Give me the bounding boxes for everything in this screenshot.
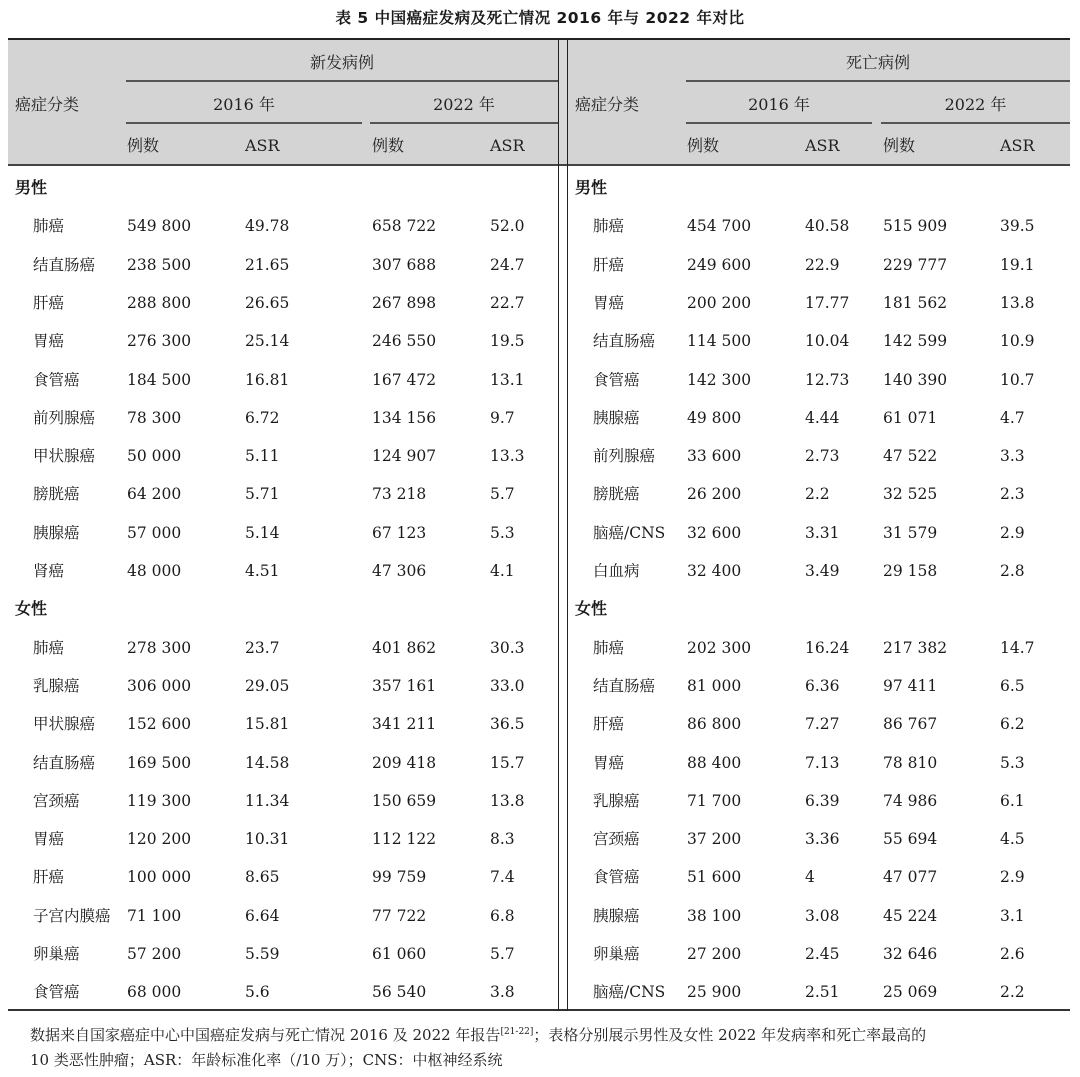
cancer-name: 卵巢癌 — [593, 945, 640, 963]
cases-2016: 51 600 — [687, 868, 742, 887]
cases-2016: 152 600 — [127, 715, 192, 734]
cancer-name: 食管癌 — [33, 983, 80, 1002]
asr-2016: 2.51 — [805, 983, 840, 1002]
asr-2016: 6.39 — [805, 791, 840, 810]
asr-2016: 25.14 — [245, 332, 290, 351]
cases-2016: 27 200 — [687, 945, 742, 963]
header-year-2022-left: 2022 年 — [433, 95, 495, 114]
asr-2016: 2.2 — [805, 485, 830, 504]
cases-2016: 202 300 — [687, 638, 752, 657]
cases-2022: 181 562 — [883, 293, 948, 312]
cases-2022: 77 722 — [372, 906, 427, 925]
asr-2016: 16.81 — [245, 370, 290, 389]
cases-2022: 401 862 — [372, 638, 437, 657]
cases-2022: 267 898 — [372, 293, 437, 312]
cases-2022: 246 550 — [372, 332, 437, 351]
cases-2016: 278 300 — [127, 638, 192, 657]
cases-2022: 56 540 — [372, 983, 427, 1002]
asr-2016: 22.9 — [805, 255, 840, 274]
cases-2016: 37 200 — [687, 830, 742, 849]
cancer-name: 胃癌 — [33, 332, 65, 351]
asr-2016: 23.7 — [245, 638, 280, 657]
asr-2022: 39.5 — [1000, 217, 1035, 236]
asr-2016: 10.31 — [245, 830, 290, 849]
cancer-name: 结直肠癌 — [593, 676, 656, 695]
header-year-2016-left: 2016 年 — [213, 95, 275, 114]
asr-2022: 6.1 — [1000, 791, 1025, 810]
asr-2016: 5.6 — [245, 983, 270, 1002]
asr-2016: 4 — [805, 868, 815, 887]
header-group-incidence: 新发病例 — [309, 53, 374, 72]
cases-2022: 112 122 — [372, 830, 437, 849]
cases-2022: 134 156 — [372, 408, 437, 427]
cases-2022: 73 218 — [372, 485, 427, 504]
asr-2016: 6.72 — [245, 408, 280, 427]
cancer-name: 甲状腺癌 — [33, 715, 96, 734]
header-subcol-asr: ASR — [1000, 136, 1035, 155]
asr-2016: 7.13 — [805, 753, 840, 772]
asr-2016: 2.73 — [805, 447, 840, 466]
cases-2022: 61 071 — [883, 408, 938, 427]
cases-2016: 33 600 — [687, 447, 742, 466]
cases-2016: 184 500 — [127, 370, 192, 389]
cancer-name: 前列腺癌 — [593, 447, 656, 466]
header-year-2016-right: 2016 年 — [748, 95, 810, 114]
cases-2022: 45 224 — [883, 906, 938, 925]
section-female: 女性 — [575, 599, 608, 619]
asr-2016: 3.08 — [805, 906, 840, 925]
divider-line-2 — [567, 38, 568, 1011]
header-subcol-asr: ASR — [805, 136, 840, 155]
cases-2022: 99 759 — [372, 868, 427, 887]
cancer-name: 子宫内膜癌 — [33, 906, 111, 925]
header-subcol-asr: ASR — [490, 136, 525, 155]
cancer-name: 胃癌 — [33, 830, 65, 849]
cases-2022: 32 646 — [883, 945, 938, 963]
header-rule-2016-right — [686, 122, 872, 124]
asr-2022: 4.7 — [1000, 408, 1025, 427]
cases-2016: 81 000 — [687, 676, 742, 695]
header-bottom-rule — [8, 164, 1070, 166]
cases-2022: 97 411 — [883, 676, 938, 695]
asr-2022: 2.2 — [1000, 983, 1025, 1002]
cases-2022: 47 306 — [372, 562, 427, 580]
cases-2022: 78 810 — [883, 753, 938, 772]
cancer-name: 结直肠癌 — [33, 753, 96, 772]
asr-2022: 9.7 — [490, 408, 515, 427]
asr-2022: 3.1 — [1000, 906, 1025, 925]
bottom-rule — [8, 1009, 1070, 1011]
cases-2022: 142 599 — [883, 332, 948, 351]
cases-2022: 357 161 — [372, 676, 437, 695]
asr-2016: 40.58 — [805, 217, 850, 236]
asr-2016: 3.36 — [805, 830, 840, 849]
cases-2016: 50 000 — [127, 447, 182, 466]
cases-2022: 25 069 — [883, 983, 938, 1002]
cases-2022: 341 211 — [372, 715, 437, 734]
cases-2016: 249 600 — [687, 255, 752, 274]
asr-2022: 2.9 — [1000, 523, 1025, 542]
asr-2016: 3.49 — [805, 562, 840, 580]
header-rule-group-right — [686, 80, 1070, 82]
asr-2022: 33.0 — [490, 676, 525, 695]
asr-2022: 13.3 — [490, 447, 525, 466]
cases-2016: 88 400 — [687, 753, 742, 772]
divider-line-1 — [558, 38, 559, 1011]
asr-2022: 2.3 — [1000, 485, 1025, 504]
asr-2022: 13.1 — [490, 370, 525, 389]
cancer-name: 肺癌 — [33, 217, 65, 236]
asr-2022: 13.8 — [1000, 293, 1035, 312]
cases-2016: 238 500 — [127, 255, 192, 274]
cases-2016: 71 100 — [127, 906, 182, 925]
cancer-name: 胃癌 — [593, 753, 625, 772]
cases-2016: 32 400 — [687, 562, 742, 580]
cancer-name: 甲状腺癌 — [33, 447, 96, 466]
header-group-mortality: 死亡病例 — [845, 53, 910, 72]
cases-2016: 100 000 — [127, 868, 192, 887]
asr-2016: 5.71 — [245, 485, 280, 504]
cases-2016: 71 700 — [687, 791, 742, 810]
section-male: 男性 — [575, 178, 608, 197]
cases-2016: 78 300 — [127, 408, 182, 427]
cases-2016: 169 500 — [127, 753, 192, 772]
cancer-name: 食管癌 — [593, 370, 640, 389]
cases-2022: 47 522 — [883, 447, 938, 466]
cancer-name: 乳腺癌 — [33, 676, 80, 695]
asr-2022: 3.8 — [490, 983, 515, 1002]
asr-2016: 10.04 — [805, 332, 850, 351]
asr-2016: 21.65 — [245, 255, 290, 274]
cancer-name: 脑癌/CNS — [593, 523, 666, 542]
cases-2022: 140 390 — [883, 370, 948, 389]
top-rule — [8, 38, 1070, 40]
asr-2022: 10.7 — [1000, 370, 1035, 389]
cases-2016: 276 300 — [127, 332, 192, 351]
cases-2016: 86 800 — [687, 715, 742, 734]
cancer-name: 膀胱癌 — [33, 485, 80, 504]
asr-2022: 30.3 — [490, 638, 525, 657]
asr-2016: 49.78 — [245, 217, 290, 236]
asr-2022: 2.9 — [1000, 868, 1025, 887]
cases-2022: 515 909 — [883, 217, 948, 236]
cancer-name: 肝癌 — [33, 868, 65, 887]
footnote-text: ；表格分别展示男性及女性 2022 年发病率和死亡率最高的 — [533, 1026, 927, 1044]
footnote-text: 数据来自国家癌症中心中国癌症发病与死亡情况 2016 及 2022 年报告 — [30, 1026, 501, 1044]
cases-2022: 307 688 — [372, 255, 437, 274]
asr-2022: 2.6 — [1000, 945, 1025, 963]
header-category-right: 癌症分类 — [575, 95, 640, 114]
cases-2022: 61 060 — [372, 945, 427, 963]
cases-2022: 47 077 — [883, 868, 938, 887]
cancer-name: 肝癌 — [593, 715, 625, 734]
asr-2022: 4.5 — [1000, 830, 1025, 849]
cancer-name: 乳腺癌 — [593, 791, 640, 810]
asr-2022: 5.7 — [490, 485, 515, 504]
asr-2022: 19.5 — [490, 332, 525, 351]
cases-2016: 49 800 — [687, 408, 742, 427]
asr-2022: 19.1 — [1000, 255, 1035, 274]
cases-2016: 48 000 — [127, 562, 182, 580]
cases-2016: 57 000 — [127, 523, 182, 542]
header-subcol-count: 例数 — [127, 136, 160, 155]
asr-2016: 4.44 — [805, 408, 840, 427]
asr-2016: 8.65 — [245, 868, 280, 887]
cancer-name: 宫颈癌 — [33, 791, 80, 810]
asr-2022: 3.3 — [1000, 447, 1025, 466]
asr-2022: 5.7 — [490, 945, 515, 963]
cases-2016: 32 600 — [687, 523, 742, 542]
cancer-name: 肺癌 — [593, 638, 625, 657]
cases-2022: 658 722 — [372, 217, 437, 236]
cases-2016: 25 900 — [687, 983, 742, 1002]
asr-2022: 52.0 — [490, 217, 525, 236]
cancer-name: 膀胱癌 — [593, 485, 640, 504]
asr-2022: 6.8 — [490, 906, 515, 925]
asr-2022: 14.7 — [1000, 638, 1035, 657]
cases-2022: 55 694 — [883, 830, 938, 849]
asr-2016: 5.11 — [245, 447, 280, 466]
cancer-name: 脑癌/CNS — [593, 983, 666, 1002]
asr-2016: 6.64 — [245, 906, 280, 925]
table-title: 表 5 中国癌症发病及死亡情况 2016 年与 2022 年对比 — [335, 9, 745, 27]
asr-2022: 36.5 — [490, 715, 525, 734]
cancer-name: 肝癌 — [33, 293, 65, 312]
asr-2016: 2.45 — [805, 945, 840, 963]
header-subcol-count: 例数 — [372, 136, 405, 155]
cases-2022: 150 659 — [372, 791, 437, 810]
cases-2016: 454 700 — [687, 217, 752, 236]
asr-2016: 16.24 — [805, 638, 850, 657]
cases-2016: 68 000 — [127, 983, 182, 1002]
cases-2022: 31 579 — [883, 523, 938, 542]
cancer-name: 胰腺癌 — [593, 408, 640, 427]
asr-2022: 5.3 — [1000, 753, 1025, 772]
header-subcol-asr: ASR — [245, 136, 280, 155]
header-rule-2016-left — [126, 122, 362, 124]
asr-2022: 22.7 — [490, 293, 525, 312]
cases-2016: 57 200 — [127, 945, 182, 963]
cases-2022: 229 777 — [883, 255, 948, 274]
cancer-name: 食管癌 — [33, 370, 80, 389]
asr-2016: 17.77 — [805, 293, 850, 312]
asr-2022: 10.9 — [1000, 332, 1035, 351]
asr-2016: 29.05 — [245, 676, 290, 695]
cancer-name: 食管癌 — [593, 868, 640, 887]
cases-2016: 200 200 — [687, 293, 752, 312]
cases-2016: 306 000 — [127, 676, 192, 695]
cases-2022: 86 767 — [883, 715, 938, 734]
header-rule-2022-left — [370, 122, 558, 124]
header-rule-group-left — [126, 80, 558, 82]
cancer-name: 胃癌 — [593, 293, 625, 312]
cases-2022: 124 907 — [372, 447, 437, 466]
asr-2016: 11.34 — [245, 791, 290, 810]
cases-2022: 167 472 — [372, 370, 437, 389]
cancer-name: 肝癌 — [593, 255, 625, 274]
asr-2022: 24.7 — [490, 255, 525, 274]
header-background-divider — [559, 40, 567, 165]
cancer-name: 结直肠癌 — [593, 332, 656, 351]
cases-2022: 74 986 — [883, 791, 938, 810]
footnote-line-1 — [30, 1023, 926, 1047]
asr-2016: 15.81 — [245, 715, 290, 734]
asr-2016: 7.27 — [805, 715, 840, 734]
asr-2016: 3.31 — [805, 523, 840, 542]
cases-2016: 120 200 — [127, 830, 192, 849]
cases-2016: 119 300 — [127, 791, 192, 810]
footnote-line-2: 10 类恶性肿瘤；ASR：年龄标准化率（/10 万）；CNS：中枢神经系统 — [30, 1051, 503, 1069]
cancer-name: 结直肠癌 — [33, 255, 96, 274]
cases-2016: 549 800 — [127, 217, 192, 236]
asr-2022: 13.8 — [490, 791, 525, 810]
asr-2016: 5.59 — [245, 945, 280, 963]
asr-2022: 2.8 — [1000, 562, 1025, 580]
cancer-name: 宫颈癌 — [593, 830, 640, 849]
cases-2016: 142 300 — [687, 370, 752, 389]
cases-2022: 32 525 — [883, 485, 938, 504]
cases-2022: 67 123 — [372, 523, 427, 542]
footnote-reference: [21-22] — [500, 1027, 534, 1037]
cancer-name: 胰腺癌 — [33, 523, 80, 542]
header-category-left: 癌症分类 — [15, 95, 80, 114]
cases-2022: 217 382 — [883, 638, 948, 657]
asr-2016: 5.14 — [245, 523, 280, 542]
cancer-name: 胰腺癌 — [593, 906, 640, 925]
asr-2022: 6.5 — [1000, 676, 1025, 695]
cases-2016: 38 100 — [687, 906, 742, 925]
asr-2016: 6.36 — [805, 676, 840, 695]
header-subcol-count: 例数 — [687, 136, 720, 155]
cancer-name: 肺癌 — [593, 217, 625, 236]
asr-2016: 4.51 — [245, 562, 280, 580]
section-male: 男性 — [15, 178, 48, 197]
cancer-name: 白血病 — [593, 562, 640, 580]
cases-2016: 288 800 — [127, 293, 192, 312]
asr-2016: 26.65 — [245, 293, 290, 312]
asr-2022: 15.7 — [490, 753, 525, 772]
cancer-name: 前列腺癌 — [33, 408, 96, 427]
cancer-name: 肺癌 — [33, 638, 65, 657]
asr-2016: 12.73 — [805, 370, 850, 389]
header-subcol-count: 例数 — [883, 136, 916, 155]
cases-2016: 114 500 — [687, 332, 752, 351]
asr-2022: 4.1 — [490, 562, 515, 580]
asr-2022: 7.4 — [490, 868, 515, 887]
cancer-name: 卵巢癌 — [33, 945, 80, 963]
cases-2016: 26 200 — [687, 485, 742, 504]
asr-2016: 14.58 — [245, 753, 290, 772]
header-year-2022-right: 2022 年 — [944, 95, 1007, 114]
section-female: 女性 — [15, 599, 48, 619]
asr-2022: 6.2 — [1000, 715, 1025, 734]
cases-2022: 209 418 — [372, 753, 437, 772]
cancer-name: 肾癌 — [33, 562, 65, 580]
cases-2022: 29 158 — [883, 562, 938, 580]
asr-2022: 5.3 — [490, 523, 515, 542]
header-rule-2022-right — [881, 122, 1070, 124]
asr-2022: 8.3 — [490, 830, 515, 849]
cases-2016: 64 200 — [127, 485, 182, 504]
